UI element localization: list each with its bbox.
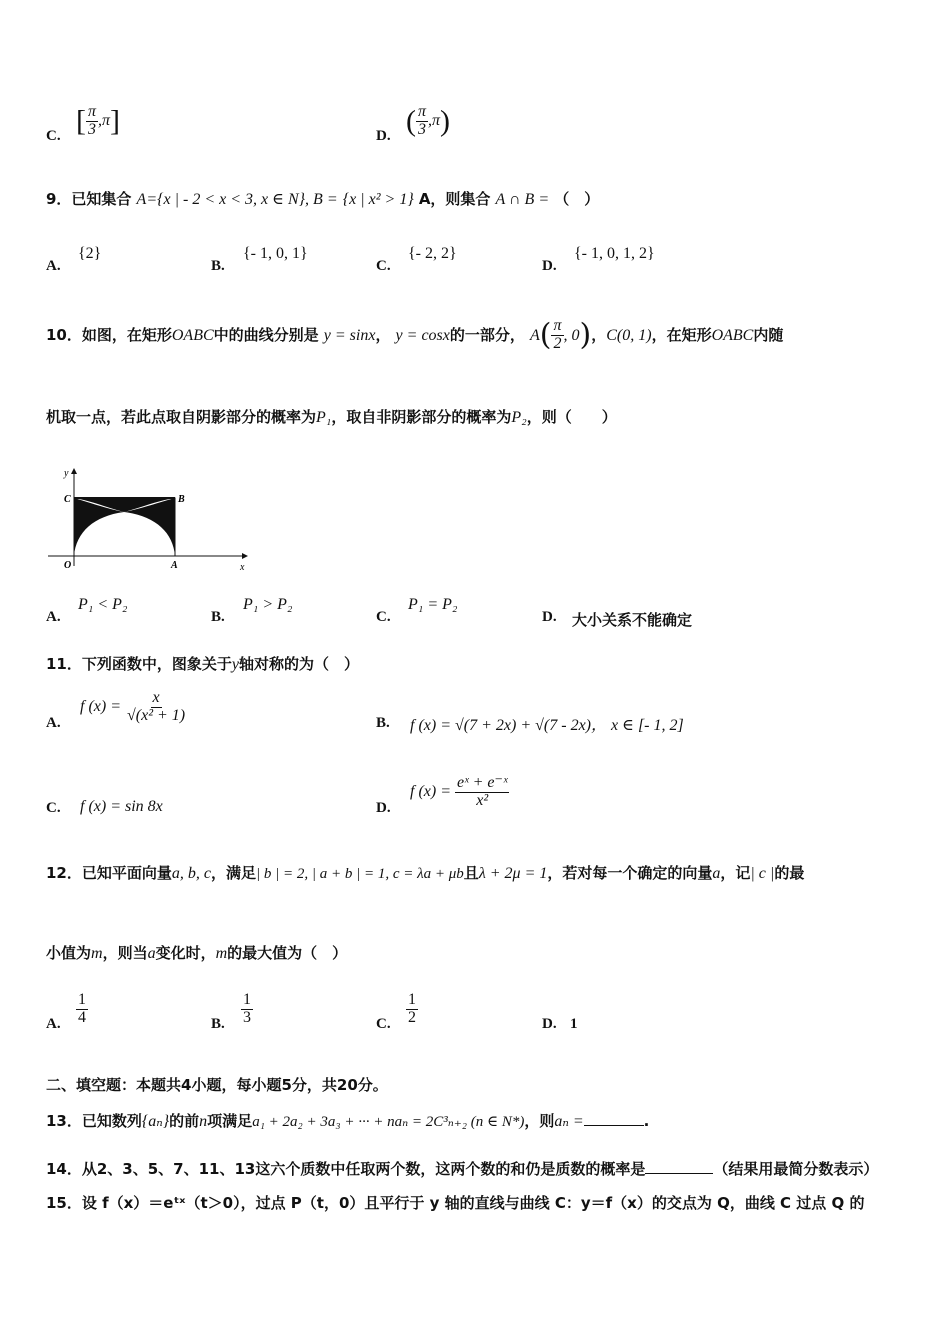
numerator: π — [553, 317, 562, 334]
q12-text: 12．已知平面向量 — [46, 864, 172, 882]
q13-text: ，则 — [524, 1112, 555, 1130]
q9-suffix: A，则集合 — [418, 190, 491, 208]
q8-option-d-value — [406, 104, 450, 139]
denominator: x² — [476, 791, 489, 809]
q14 — [46, 1158, 878, 1179]
q10-text: 内随 — [753, 325, 784, 344]
paren: ( — [539, 317, 552, 353]
q12-text: ，记 — [720, 864, 751, 882]
q11-option-b-label: B. — [376, 715, 390, 731]
numerator: eˣ + e⁻ˣ — [457, 774, 508, 791]
q10-text: 机取一点，若此点取自阴影部分的概率为 — [46, 408, 317, 426]
q13-text: 的前 — [169, 1112, 200, 1130]
denominator: √(x² + 1) — [127, 706, 186, 724]
q12-line1 — [46, 862, 804, 883]
q9-option-a-value: {2} — [78, 245, 102, 262]
answer-blank[interactable] — [645, 1159, 713, 1174]
q9-option-d-value: {- 1, 0, 1, 2} — [574, 245, 655, 262]
lhs: f (x) = — [410, 782, 451, 800]
answer-blank[interactable] — [584, 1111, 644, 1126]
q12-text: ，若对每一个确定的向量 — [547, 864, 713, 882]
q9-option-c-value: {- 2, 2} — [408, 245, 457, 262]
bracket: ] — [110, 104, 121, 138]
q12-option-c-value — [406, 992, 418, 1027]
q12-text: 的最 — [774, 864, 805, 882]
q10-option-b-label: B. — [211, 609, 225, 625]
q9-option-c-label: C. — [376, 258, 391, 274]
q12-text: 小值为 — [46, 944, 92, 962]
q10-text: 10．如图，在矩形 — [46, 325, 172, 344]
label-b: B — [178, 494, 185, 505]
q10-text: ，则（ ） — [526, 408, 617, 426]
q10-p2: P₂ — [511, 409, 527, 426]
section-fill-in-title: 二、填空题：本题共4小题，每小题5分，共20分。 — [46, 1076, 388, 1094]
q10-option-b-value: P₁ > P₂ — [243, 596, 293, 613]
q9-option-b-label: B. — [211, 258, 225, 274]
q10-option-d-label: D. — [542, 609, 557, 625]
q11-option-a-value — [80, 690, 187, 725]
q12-text: 变化时， — [155, 944, 216, 962]
q13 — [46, 1110, 649, 1131]
q12-a: a — [147, 945, 156, 962]
q9-option-a-label: A. — [46, 258, 61, 274]
q9-set-a: A={x | - 2 < x < 3, x ∈ N}, B = — [136, 191, 338, 208]
q12-text: 的最大值为（ ） — [227, 944, 348, 962]
q9-number: 9．已知集合 — [46, 190, 132, 208]
q13-text: 13．已知数列 — [46, 1112, 142, 1130]
q8-option-c-label: C. — [46, 128, 61, 144]
q12-option-a-label: A. — [46, 1016, 61, 1032]
q9-set-b: {x | x² > 1} — [342, 191, 414, 208]
rest: ,π — [428, 111, 441, 129]
numerator: 1 — [243, 991, 251, 1008]
q11-stem — [46, 653, 359, 674]
q12-option-d-label: D. — [542, 1016, 557, 1032]
q11-option-c-label: C. — [46, 800, 61, 816]
denominator: 2 — [553, 334, 562, 352]
q10-text: ，在矩形 — [651, 325, 712, 344]
q10-p1: P₁ — [316, 409, 332, 426]
lhs: f (x) = — [80, 697, 121, 715]
label-c: C — [64, 494, 71, 505]
label-x: x — [240, 562, 245, 573]
rest: ,π — [98, 111, 111, 129]
bracket: ) — [440, 104, 451, 138]
q8-option-d-label: D. — [376, 128, 391, 144]
q9-expr: A ∩ B = — [495, 191, 550, 208]
q12-text: ，则当 — [102, 944, 148, 962]
q10-oabc: OABC — [171, 326, 214, 344]
numerator: π — [418, 103, 427, 120]
q10-comma: ， — [591, 325, 607, 344]
domain: ， x ∈ [- 1, 2] — [591, 717, 684, 734]
denominator: 3 — [418, 120, 426, 138]
numerator: x — [152, 689, 160, 706]
fraction — [86, 104, 98, 139]
q9-option-b-value: {- 1, 0, 1} — [243, 245, 308, 262]
q12-line2 — [46, 942, 347, 963]
q10-option-a-value: P₁ < P₂ — [78, 596, 128, 613]
q11-option-a-label: A. — [46, 715, 61, 731]
q14-end: （结果用最简分数表示） — [713, 1160, 879, 1178]
q10-sin: y = sinx — [323, 326, 376, 344]
q12-condition: | b | = 2, | a + b | = 1, c = λa + μb — [256, 866, 464, 882]
q9-stem — [46, 188, 599, 209]
label-y: y — [64, 468, 69, 479]
fraction — [416, 104, 428, 139]
q12-option-b-label: B. — [211, 1016, 225, 1032]
q13-n: n — [199, 1113, 208, 1130]
q12-vectors: a, b, c — [171, 865, 211, 882]
bracket: [ — [76, 104, 86, 138]
q13-expr: a₁ + 2a₂ + 3a₃ + ··· + naₙ = 2C³ₙ₊₂ (n ∈ N*) — [252, 1114, 525, 1130]
denominator: 3 — [243, 1008, 251, 1026]
q10-line1 — [46, 318, 783, 353]
q11-y: y — [231, 656, 239, 673]
denominator: 3 — [88, 120, 96, 138]
q10-oabc: OABC — [711, 326, 754, 344]
q12-option-b-value — [241, 992, 253, 1027]
q10-point-c: C(0, 1) — [606, 326, 652, 344]
q11-option-d-value — [410, 775, 509, 810]
q11-option-c-value: f (x) = sin 8x — [80, 798, 163, 815]
q12-option-d-value: 1 — [570, 1016, 578, 1032]
q13-an: aₙ = — [554, 1113, 584, 1130]
q12-m: m — [215, 945, 228, 962]
bracket: ( — [406, 104, 416, 138]
q10-option-c-label: C. — [376, 609, 391, 625]
q10-line2 — [46, 406, 617, 427]
expr: f (x) = √(7 + 2x) + √(7 - 2x) — [410, 717, 591, 734]
denominator: 2 — [408, 1008, 416, 1026]
q12-text: ，满足 — [210, 864, 256, 882]
q13-text: 项满足 — [207, 1112, 253, 1130]
q12-condition2: λ + 2μ = 1 — [478, 865, 548, 882]
q12-option-c-label: C. — [376, 1016, 391, 1032]
q10-figure — [44, 462, 254, 578]
q11-option-b-value — [410, 712, 684, 735]
q10-point-a: A — [529, 326, 540, 344]
q10-text: 中的曲线分别是 — [213, 325, 319, 344]
q12-abs-c: | c | — [750, 865, 775, 882]
q13-seq: {aₙ} — [141, 1113, 170, 1130]
label-a: A — [171, 560, 178, 571]
q9-option-d-label: D. — [542, 258, 557, 274]
q10-text: ，取自非阴影部分的概率为 — [331, 408, 512, 426]
q10-option-c-value: P₁ = P₂ — [408, 596, 458, 613]
q11-text: 轴对称的为（ ） — [239, 655, 360, 673]
denominator: 4 — [78, 1008, 86, 1026]
q10-text: 的一部分， — [449, 325, 525, 344]
fraction — [455, 775, 509, 810]
q12-option-a-value — [76, 992, 88, 1027]
q9-paren: （ ） — [554, 190, 600, 208]
q14-text: 14．从2、3、5、7、11、13这六个质数中任取两个数，这两个数的和仍是质数的概率是 — [46, 1160, 646, 1178]
q13-end: . — [643, 1112, 650, 1130]
q10-option-d-value: 大小关系不能确定 — [572, 611, 693, 629]
q11-text: 11．下列函数中，图象关于 — [46, 655, 232, 673]
q8-option-c-value — [76, 104, 120, 139]
fraction — [551, 318, 563, 353]
q12-text: 且 — [463, 864, 479, 882]
paren: ) — [579, 317, 592, 353]
numerator: π — [88, 103, 97, 120]
q15-text: 15．设 f（x）＝eᵗˣ（t＞0），过点 P（t，0）且平行于 y 轴的直线与曲线 C：y＝f（x）的交点为 Q，曲线 C 过点 Q 的 — [46, 1194, 865, 1212]
q10-option-a-label: A. — [46, 609, 61, 625]
label-o: O — [64, 560, 72, 571]
q10-cos: y = cosx — [395, 326, 450, 344]
fraction — [125, 690, 187, 725]
q12-a: a — [712, 865, 721, 882]
q11-option-d-label: D. — [376, 800, 391, 816]
q12-m: m — [91, 945, 103, 962]
numerator: 1 — [78, 991, 86, 1008]
q10-point-a-rest: , 0 — [563, 326, 580, 344]
q10-sep: ， — [375, 325, 391, 344]
numerator: 1 — [408, 991, 416, 1008]
